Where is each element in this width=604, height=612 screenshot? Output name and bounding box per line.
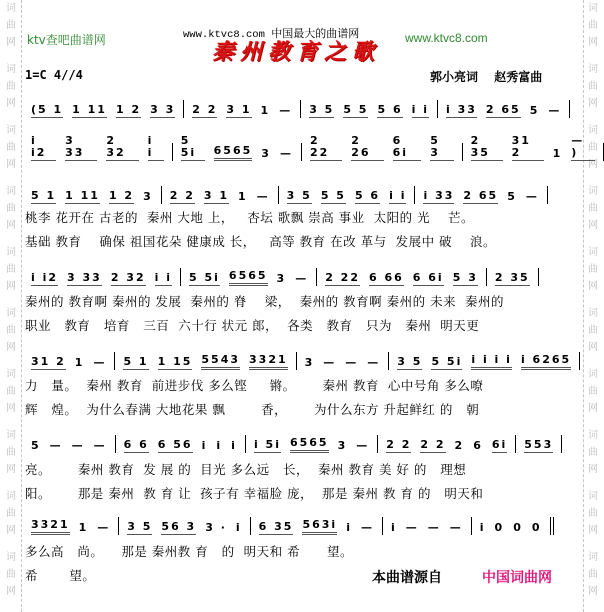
note-group: 5 1 — [123, 355, 149, 368]
watermark-group — [6, 61, 16, 112]
note-group: 31 2 — [512, 135, 544, 161]
watermark-group — [6, 0, 16, 51]
watermark-char: 曲 — [588, 508, 598, 519]
watermark-group — [6, 305, 16, 356]
note-group: 1 2 — [115, 103, 142, 116]
note-group: i — [201, 439, 208, 452]
lyric-line-verse-1: 秦州的 教育啊 秦州的 发展 秦州的 脊 梁， 秦州的 教育啊 秦州的 未来 秦州的 — [25, 294, 505, 309]
measure — [119, 517, 250, 535]
note-group: i — [235, 521, 242, 534]
watermark-group — [588, 549, 598, 600]
note-group: i i2 — [31, 135, 56, 161]
measure — [438, 100, 570, 118]
measure — [389, 352, 580, 370]
note-group: 3 3 — [150, 103, 176, 116]
watermark-char: 网 — [6, 525, 16, 536]
watermark-char: 曲 — [6, 325, 16, 336]
watermark-char: 网 — [588, 464, 598, 475]
lyric-line-verse-2: 希 望。 — [25, 568, 96, 583]
measure — [25, 435, 116, 453]
note-group: 56 3 — [161, 520, 197, 533]
note-group: — — [93, 356, 107, 369]
watermark-char: 词 — [588, 552, 598, 563]
measure — [181, 268, 317, 286]
lyric-line-verse-2: 职业 教育 培育 三百 六十行 状元 郎， 各类 教育 只为 秦州 明天更 — [25, 318, 480, 333]
note-group: 6565 — [214, 145, 253, 161]
watermark-group — [6, 244, 16, 295]
note-group: — — [449, 521, 463, 534]
watermark-char: 曲 — [588, 325, 598, 336]
note-group: 3 5 — [309, 103, 335, 116]
measure — [251, 517, 383, 535]
note-group: i 6265 — [521, 354, 571, 370]
note-group: 1 15 — [157, 355, 193, 368]
note-group: 3321 — [249, 354, 288, 370]
note-group: — — [356, 439, 370, 452]
watermark-group — [6, 183, 16, 234]
measure — [317, 268, 487, 286]
measure — [162, 186, 279, 204]
watermark-group — [588, 305, 598, 356]
note-group: 3 — [276, 272, 287, 285]
watermark-char: 网 — [6, 159, 16, 170]
note-group: 3 1 — [203, 189, 230, 202]
watermark-char: 网 — [588, 220, 598, 231]
measure — [487, 268, 539, 286]
watermark-char: 曲 — [6, 386, 16, 397]
watermark-char: 词 — [588, 247, 598, 258]
watermark-char: 网 — [588, 98, 598, 109]
note-group: 1 — [260, 104, 271, 117]
site-slogan: 中国最大的曲谱网 — [271, 27, 360, 40]
note-group: 2 26 — [351, 135, 383, 161]
note-group: 5 3 — [452, 271, 478, 284]
watermark-char: 网 — [588, 586, 598, 597]
note-group: 1 — [238, 190, 248, 203]
note-group: — — [256, 190, 270, 203]
note-group: i i — [389, 189, 407, 202]
note-group: 6 — [473, 439, 483, 452]
note-group: 3 — [304, 356, 315, 369]
watermark-char: 曲 — [588, 264, 598, 275]
watermark-char: 网 — [6, 586, 16, 597]
watermark-char: 曲 — [588, 386, 598, 397]
note-group: i 5i — [253, 438, 281, 451]
song-title: 秦州教育之歌 — [212, 39, 381, 65]
watermark-group — [588, 244, 598, 295]
note-group: 2 22 — [325, 271, 360, 284]
note-group: 3 — [143, 190, 153, 203]
watermark-char: 词 — [6, 247, 16, 258]
watermark-char: 曲 — [6, 508, 16, 519]
watermark-char: 曲 — [588, 569, 598, 580]
watermark-char: 词 — [588, 491, 598, 502]
watermark-char: 词 — [6, 64, 16, 75]
site-url-right[interactable]: www.ktvc8.com — [405, 31, 488, 45]
key-signature: 1=C 4//4 — [25, 68, 83, 82]
note-group: 6 6 — [123, 438, 149, 451]
watermark-group — [588, 183, 598, 234]
note-group: i i — [154, 271, 172, 284]
left-dashed-border — [21, 0, 22, 612]
note-group: 3 5 — [127, 520, 153, 533]
note-group: 563i — [302, 519, 337, 535]
note-group: 3 1 — [226, 103, 252, 116]
note-group: — — [323, 356, 337, 369]
watermark-char: 曲 — [6, 203, 16, 214]
watermark-char: 词 — [6, 308, 16, 319]
note-group: 5543 — [201, 354, 240, 370]
left-watermark-column — [2, 0, 20, 612]
measure — [25, 134, 173, 161]
watermark-char: 网 — [6, 464, 16, 475]
watermark-char: 词 — [588, 125, 598, 136]
note-group: 1 2 — [108, 189, 135, 202]
note-group: 5 6 — [377, 103, 403, 116]
note-group: 2 2 — [420, 438, 446, 451]
measure — [378, 435, 516, 453]
measure — [383, 517, 472, 535]
note-group: 5 5 — [320, 189, 346, 202]
note-group: 2 65 — [463, 189, 499, 202]
watermark-char: 网 — [6, 37, 16, 48]
watermark-char: 网 — [588, 342, 598, 353]
watermark-char: 曲 — [588, 447, 598, 458]
measure — [25, 268, 181, 286]
lyric-line-verse-2: 阳。 那是 秦州 教 育 让 孩子有 幸福脸 庞， 那是 秦州 教 育 的 明天和 — [25, 486, 484, 501]
source-name[interactable]: 中国词曲网 — [482, 570, 552, 586]
measure — [25, 517, 119, 535]
note-group: 2 32 — [106, 135, 138, 161]
measure — [297, 352, 390, 370]
watermark-char: 词 — [6, 3, 16, 14]
note-group: 3 — [337, 439, 348, 452]
note-group: — — [71, 439, 85, 452]
composer: 赵秀富曲 — [494, 70, 543, 84]
note-group: — — [49, 439, 63, 452]
note-group: 2 2 — [386, 438, 412, 451]
measure — [302, 134, 463, 161]
note-group: 5 — [507, 190, 517, 203]
note-group: — — [279, 147, 293, 160]
watermark-char: 网 — [588, 37, 598, 48]
watermark-char: 词 — [6, 369, 16, 380]
measure — [516, 435, 562, 453]
watermark-char: 曲 — [6, 20, 16, 31]
score-system-6 — [25, 435, 562, 453]
note-group: — — [548, 104, 562, 117]
watermark-char: 网 — [6, 342, 16, 353]
note-group: 2 — [454, 439, 465, 452]
right-watermark-column — [584, 0, 602, 612]
watermark-char: 曲 — [6, 447, 16, 458]
watermark-group — [6, 549, 16, 600]
watermark-char: 词 — [588, 3, 598, 14]
note-group: 2 2 — [192, 103, 218, 116]
score-system-1 — [25, 100, 570, 118]
note-group: 3 · — [205, 521, 227, 534]
note-group: 3321 — [31, 519, 70, 535]
note-group: 5 5 — [343, 103, 369, 116]
note-group: — — [405, 521, 419, 534]
note-group: — — [360, 521, 374, 534]
note-group: i — [216, 439, 223, 452]
score-system-5 — [25, 352, 580, 370]
watermark-group — [6, 488, 16, 539]
watermark-char: 曲 — [6, 264, 16, 275]
note-group: 1 11 — [65, 189, 100, 202]
note-group: 5 5i — [181, 135, 205, 161]
note-group: i 33 — [423, 189, 455, 202]
note-group: 31 2 — [31, 355, 66, 368]
measure — [115, 352, 296, 370]
measure — [25, 100, 184, 118]
note-group: (5 1 — [31, 103, 64, 116]
measure — [301, 100, 438, 118]
watermark-group — [6, 427, 16, 478]
watermark-char: 曲 — [588, 81, 598, 92]
note-group: 6 6i — [412, 271, 444, 284]
watermark-char: 网 — [6, 403, 16, 414]
note-group: 5 — [529, 104, 540, 117]
note-group: 3 33 — [67, 271, 102, 284]
lyricist: 郭小亮词 — [430, 70, 479, 84]
note-group: 6565 — [229, 270, 268, 286]
watermark-char: 词 — [588, 430, 598, 441]
note-group: 2 22 — [310, 135, 342, 161]
note-group: i — [390, 521, 397, 534]
source-label: 本曲谱源自 — [372, 570, 442, 586]
note-group: 2 32 — [110, 271, 146, 284]
note-group: 5 3 — [430, 135, 453, 161]
note-group: 1 — [74, 356, 85, 369]
measure — [472, 517, 554, 535]
measure — [116, 435, 246, 453]
lyric-line-verse-1: 力 量。 秦州 教育 前进步伐 多么铿 锵。 秦州 教育 心中号角 多么嘹 — [25, 378, 484, 393]
lyric-line-verse-2: 辉 煌。 为什么春满 大地花果 飘 香， 为什么东方 升起鲜红 的 朝 — [25, 402, 480, 417]
note-group: 6 66 — [369, 271, 404, 284]
note-group: i i i i — [471, 354, 512, 370]
score-system-3 — [25, 186, 548, 204]
watermark-char: 网 — [588, 525, 598, 536]
note-group: 0 — [513, 521, 523, 534]
note-group: 553 — [524, 438, 554, 451]
note-group: 5 5i — [431, 355, 463, 368]
note-group: — — [97, 521, 111, 534]
watermark-char: 网 — [6, 220, 16, 231]
watermark-group — [6, 122, 16, 173]
note-group: 2 35 — [494, 271, 530, 284]
watermark-char: 曲 — [588, 20, 598, 31]
note-group: 5 1 — [31, 189, 57, 202]
note-group: — ) — [571, 135, 595, 161]
note-group: 1 11 — [72, 103, 107, 116]
note-group: i i — [148, 135, 164, 161]
note-group: 2 35 — [471, 135, 503, 161]
measure — [246, 435, 378, 453]
note-group: 5 6 — [354, 189, 381, 202]
note-group: 1 — [552, 147, 563, 160]
measure — [184, 100, 301, 118]
song-credits — [430, 68, 542, 85]
note-group: i 33 — [445, 103, 477, 116]
measure — [415, 186, 547, 204]
watermark-group — [588, 61, 598, 112]
right-dashed-border — [583, 0, 584, 612]
note-group: 5 5i — [189, 271, 220, 284]
note-group: 0 — [531, 521, 542, 534]
note-group: 2 2 — [169, 189, 195, 202]
watermark-char: 网 — [6, 98, 16, 109]
score-system-4 — [25, 268, 539, 286]
site-name-left[interactable]: ktv查吧曲谱网 — [27, 33, 106, 47]
note-group: 6 6i — [393, 135, 422, 161]
lyric-line-verse-2: 基础 教育 确保 祖国花朵 健康成 长， 高等 教育 在改 革与 发展中 破 浪。 — [25, 234, 496, 249]
watermark-group — [588, 366, 598, 417]
lyric-line-verse-1: 亮。 秦州 教育 发 展 的 目光 多么远 长， 秦州 教育 美 好 的 理想 — [25, 462, 467, 477]
note-group: 0 — [494, 521, 505, 534]
note-group: — — [345, 356, 359, 369]
note-group: — — [525, 190, 539, 203]
note-group: — — [279, 104, 293, 117]
score-system-2 — [25, 134, 604, 161]
measure — [25, 352, 115, 370]
note-group: i i2 — [31, 271, 59, 284]
note-group: 6 56 — [157, 438, 193, 451]
watermark-char: 词 — [6, 186, 16, 197]
note-group: i i — [411, 103, 429, 116]
watermark-char: 曲 — [6, 81, 16, 92]
note-group: i — [479, 521, 486, 534]
watermark-group — [588, 427, 598, 478]
watermark-char: 曲 — [588, 203, 598, 214]
measure — [25, 186, 162, 204]
measure — [463, 134, 604, 161]
watermark-char: 曲 — [6, 142, 16, 153]
lyric-line-verse-1: 多么高 尚。 那是 秦州教 育 的 明天和 希 望。 — [25, 544, 353, 559]
watermark-char: 网 — [6, 281, 16, 292]
note-group: 3 33 — [65, 135, 97, 161]
lyric-line-verse-1: 桃李 花开在 古老的 秦州 大地 上， 杏坛 歌飘 崇高 事业 太阳的 光 芒。 — [25, 210, 474, 225]
watermark-char: 词 — [6, 125, 16, 136]
note-group: 6565 — [290, 437, 329, 453]
watermark-char: 曲 — [588, 142, 598, 153]
note-group: 3 5 — [397, 355, 423, 368]
measure — [173, 134, 302, 161]
note-group: i — [346, 521, 352, 534]
measure — [279, 186, 416, 204]
watermark-char: 词 — [588, 369, 598, 380]
note-group: 3 — [261, 147, 271, 160]
note-group: 5 — [31, 439, 41, 452]
site-url-center[interactable]: www.ktvc8.com — [183, 29, 265, 41]
watermark-char: 网 — [588, 159, 598, 170]
note-group: 3 5 — [286, 189, 312, 202]
watermark-char: 词 — [6, 430, 16, 441]
score-system-7 — [25, 517, 554, 535]
note-group: i — [231, 439, 237, 452]
watermark-group — [588, 0, 598, 51]
watermark-char: 网 — [588, 281, 598, 292]
note-group: 2 65 — [485, 103, 521, 116]
watermark-char: 词 — [588, 186, 598, 197]
note-group: 6 35 — [258, 520, 294, 533]
watermark-group — [588, 488, 598, 539]
note-group: 6i — [491, 438, 508, 451]
watermark-char: 词 — [6, 552, 16, 563]
note-group: — — [93, 439, 107, 452]
watermark-char: 曲 — [6, 569, 16, 580]
note-group: 1 — [78, 521, 89, 534]
watermark-char: 网 — [588, 403, 598, 414]
note-group: — — [367, 356, 381, 369]
watermark-group — [6, 366, 16, 417]
watermark-char: 词 — [588, 64, 598, 75]
watermark-char: 词 — [588, 308, 598, 319]
watermark-char: 词 — [6, 491, 16, 502]
note-group: — — [427, 521, 441, 534]
note-group: — — [295, 272, 309, 285]
